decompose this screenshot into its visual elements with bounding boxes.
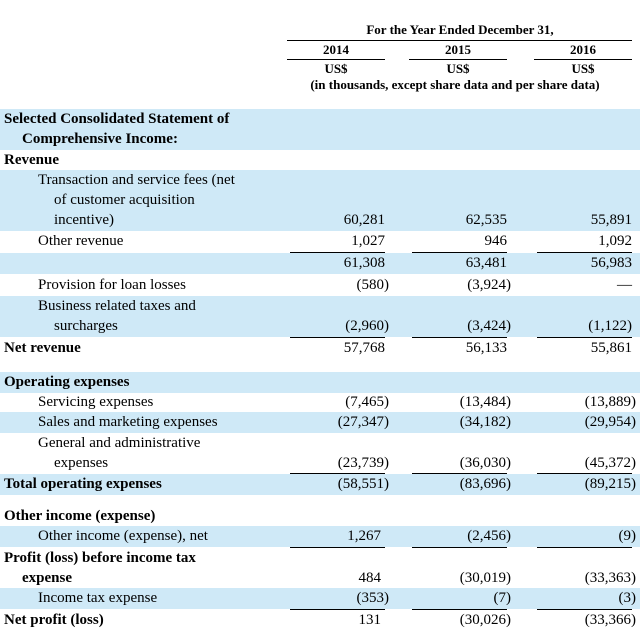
value-2016: (1,122): [588, 318, 632, 334]
row-label: Transaction and service fees (net of customer acquisition incentive): [38, 172, 235, 228]
table-row: [0, 392, 640, 412]
currency-header-2016: US$: [571, 61, 595, 76]
row-label: Profit (loss) before income tax expense: [4, 550, 196, 586]
value-2015: (30,026): [459, 612, 511, 628]
table-row: [0, 433, 640, 473]
value-2014: (2,960): [345, 318, 389, 334]
table-row: [0, 506, 640, 526]
year-header-2016: 2016: [570, 42, 596, 57]
value-2016: (33,363): [584, 570, 636, 586]
year-rule-2015: [409, 59, 507, 60]
year-rule-2014: [287, 59, 385, 60]
value-2014: (353): [356, 590, 389, 606]
row-label: Revenue: [4, 152, 59, 168]
value-2015: (3,424): [467, 318, 511, 334]
value-2014: 57,768: [343, 340, 385, 356]
value-2014: 61,308: [343, 255, 385, 271]
table-row: [0, 150, 640, 170]
row-label: Selected Consolidated Statement of Comprehensive Income:: [4, 111, 230, 147]
value-2016: (29,954): [584, 414, 636, 430]
value-2016: (3): [618, 590, 636, 606]
value-2014: 131: [358, 612, 381, 628]
value-2015: (3,924): [467, 277, 511, 293]
value-2015: (2,456): [467, 528, 511, 544]
currency-header-2015: US$: [446, 61, 470, 76]
period-header-rule: [287, 40, 632, 41]
row-label: Operating expenses: [4, 374, 130, 390]
table-row: [0, 412, 640, 433]
table-row: [0, 526, 640, 547]
row-label: Sales and marketing expenses: [38, 414, 218, 430]
value-2016: 56,983: [590, 255, 632, 271]
row-label: Income tax expense: [38, 590, 158, 606]
table-row: [0, 474, 640, 495]
currency-header-2014: US$: [324, 61, 348, 76]
value-2015: (36,030): [459, 455, 511, 471]
year-rule-2016: [534, 59, 632, 60]
table-row: [0, 372, 640, 393]
row-label: Business related taxes and surcharges: [38, 298, 196, 334]
row-label: Servicing expenses: [38, 394, 154, 410]
value-2015: (30,019): [459, 570, 511, 586]
table-row: [0, 231, 640, 252]
table-row: [0, 296, 640, 337]
value-2015: 56,133: [465, 340, 507, 356]
value-2016: (89,215): [584, 476, 636, 492]
row-label: Provision for loan losses: [38, 277, 186, 293]
row-label: Other income (expense): [4, 508, 156, 524]
table-row: [0, 170, 640, 231]
value-2015: (7): [493, 590, 511, 606]
value-2014: 484: [358, 570, 381, 586]
table-row: [0, 109, 640, 150]
value-2015: (34,182): [459, 414, 511, 430]
value-2015: 62,535: [465, 212, 507, 228]
value-2015: 63,481: [465, 255, 507, 271]
value-2014: (7,465): [345, 394, 389, 410]
year-header-2015: 2015: [445, 42, 471, 57]
value-2014: 1,267: [347, 528, 381, 544]
table-row: [0, 275, 640, 296]
value-2015: (83,696): [459, 476, 511, 492]
value-2014: (580): [356, 277, 389, 293]
value-2014: 1,027: [351, 233, 385, 249]
table-row: [0, 548, 640, 588]
value-2016: (9): [618, 528, 636, 544]
row-label: Net revenue: [4, 340, 81, 356]
row-label: Other revenue: [38, 233, 124, 249]
value-2016: 55,861: [590, 340, 632, 356]
value-2016: (33,366): [584, 612, 636, 628]
value-2016: 55,891: [590, 212, 632, 228]
value-2016: (45,372): [584, 455, 636, 471]
units-note: (in thousands, except share data and per share data): [310, 77, 600, 92]
value-2015: (13,484): [459, 394, 511, 410]
row-label: General and administrative expenses: [38, 435, 201, 471]
row-label: Total operating expenses: [4, 476, 162, 492]
value-2016: 1,092: [598, 233, 632, 249]
row-label: Other income (expense), net: [38, 528, 208, 544]
value-2014: (27,347): [337, 414, 389, 430]
value-2014: 60,281: [343, 212, 385, 228]
table-row: [0, 253, 640, 274]
year-header-2014: 2014: [323, 42, 349, 57]
value-2014: (23,739): [337, 455, 389, 471]
value-2014: (58,551): [337, 476, 389, 492]
period-header: For the Year Ended December 31,: [366, 22, 554, 37]
row-label: Net profit (loss): [4, 612, 104, 628]
table-row: [0, 610, 640, 631]
value-2016: (13,889): [584, 394, 636, 410]
table-row: [0, 338, 640, 359]
value-2016: —: [617, 277, 632, 293]
table-row: [0, 588, 640, 609]
value-2015: 946: [484, 233, 507, 249]
